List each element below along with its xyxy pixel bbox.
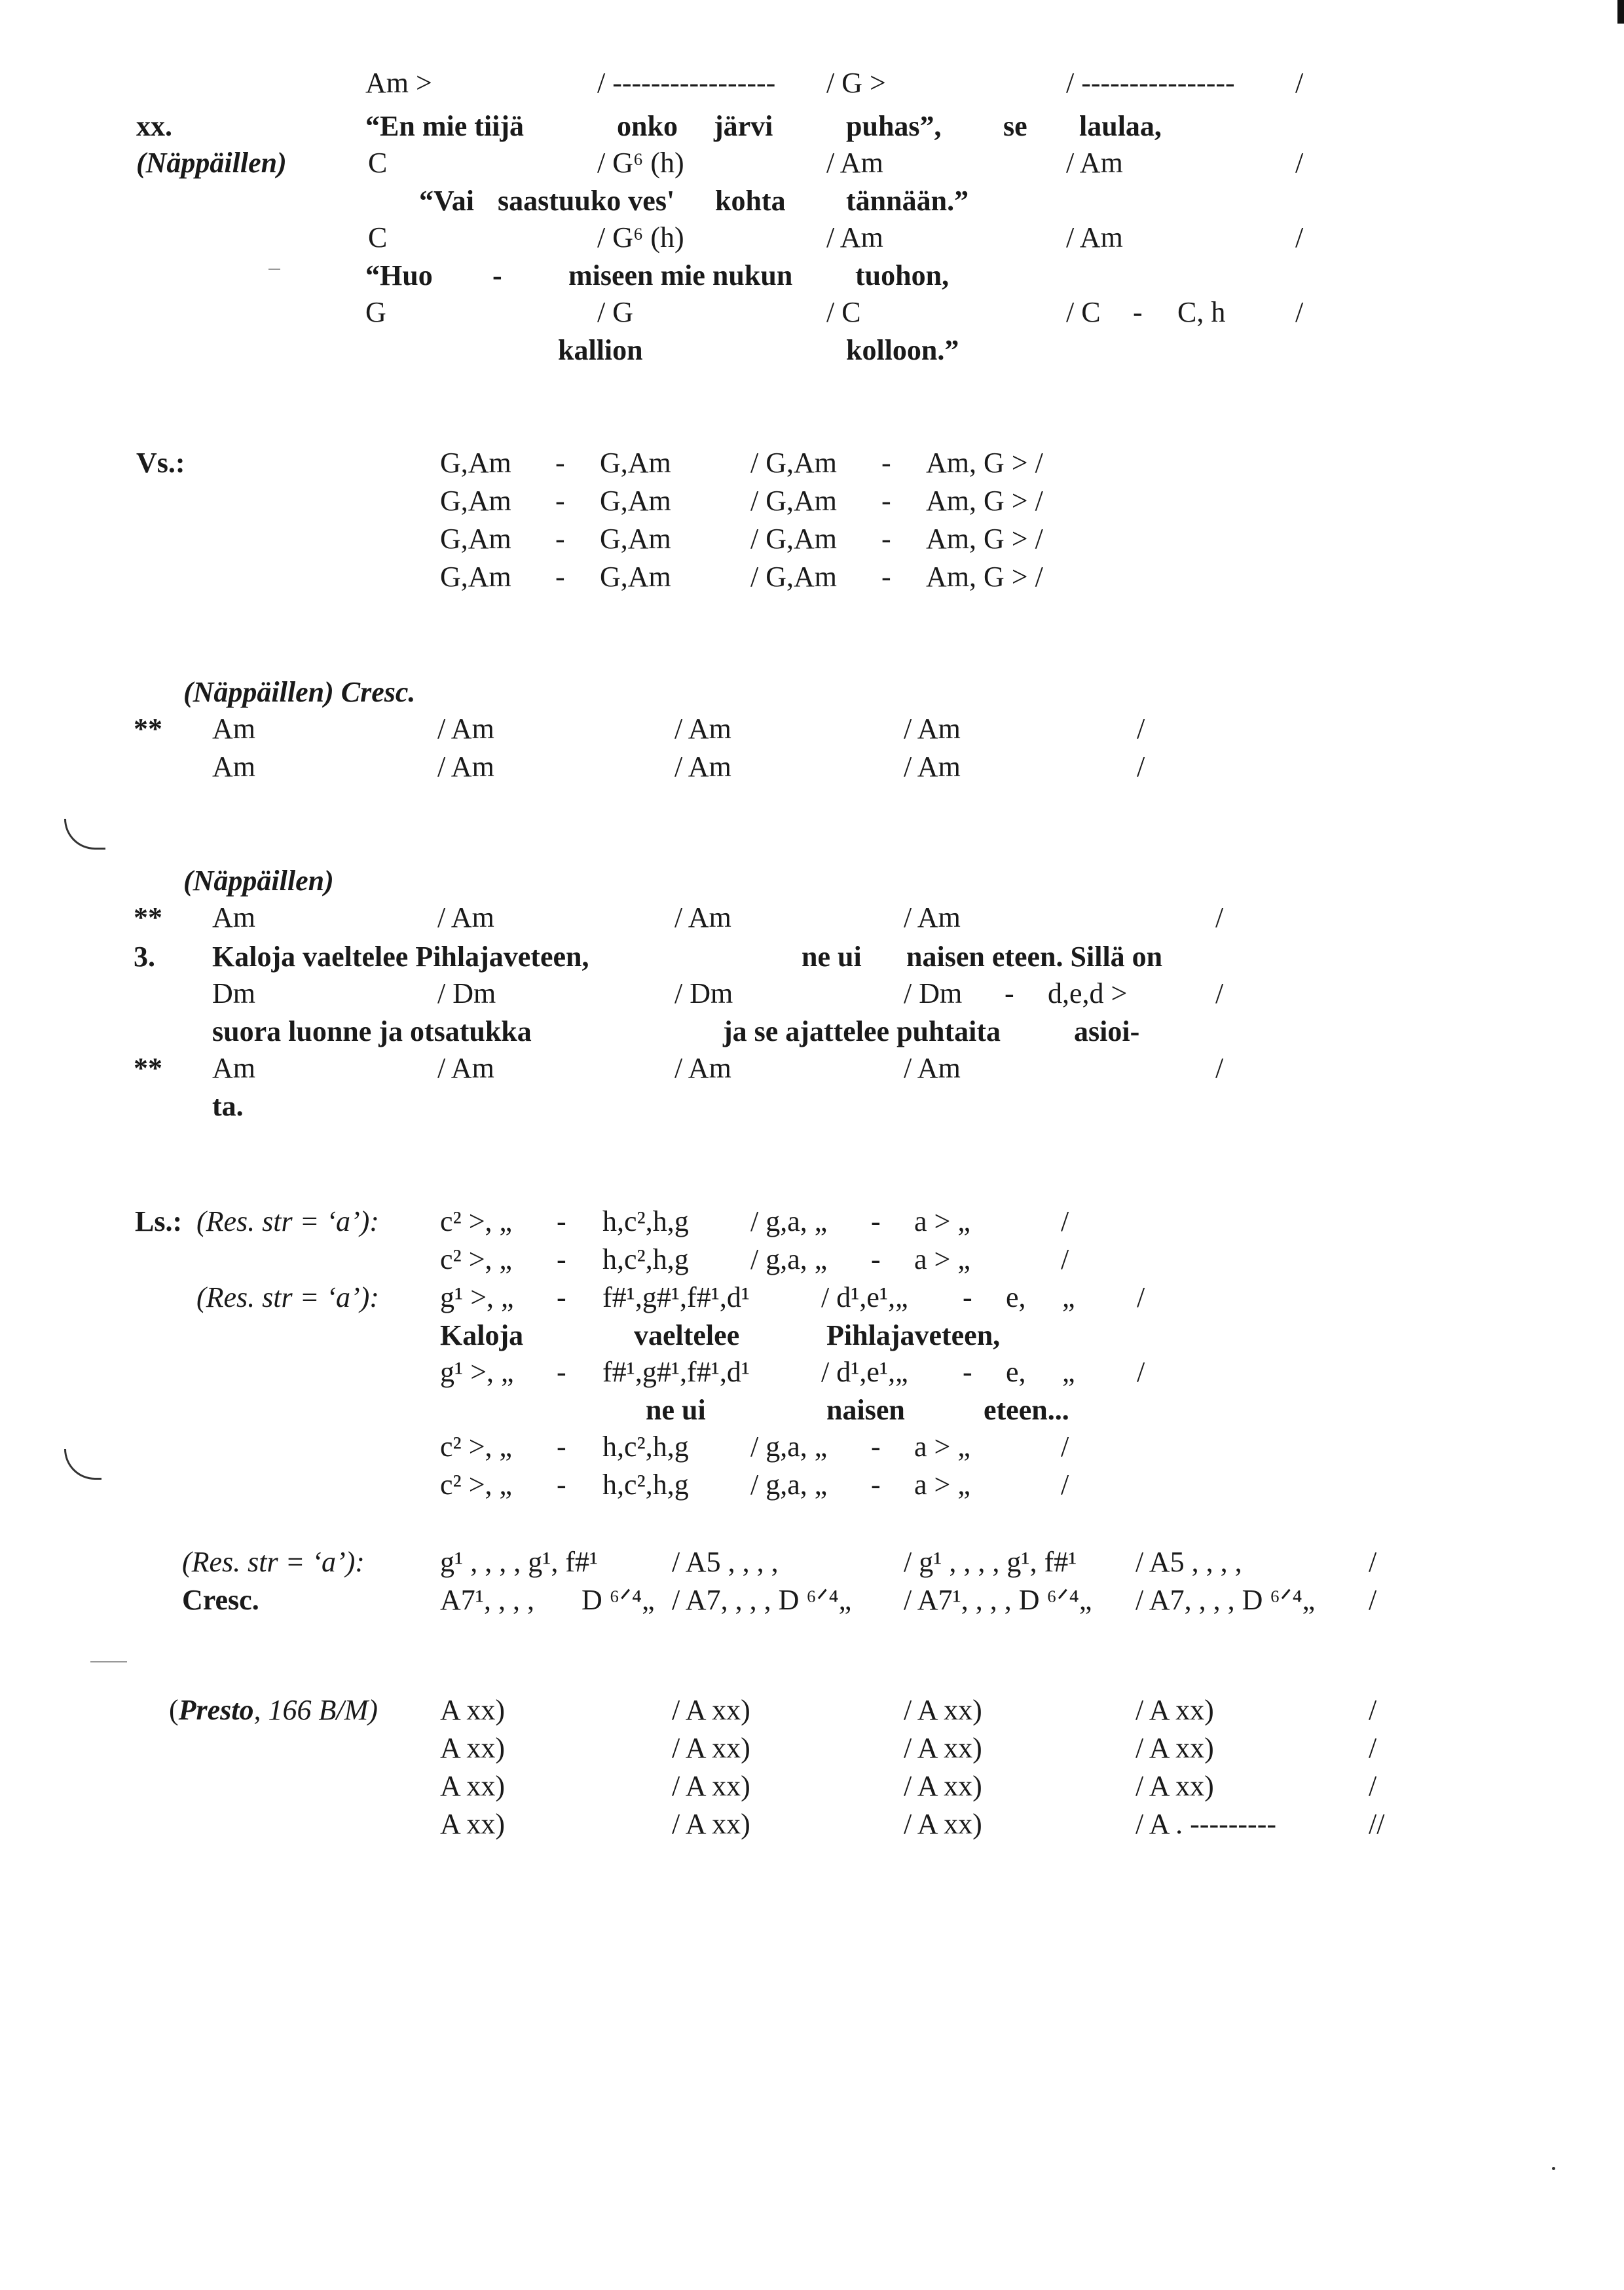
chord: / A xx) <box>904 1770 982 1802</box>
bar-line: / <box>1295 67 1304 99</box>
bar-line: / <box>1137 713 1145 745</box>
lyric: kallion <box>558 334 643 366</box>
s3-chord-line-3 <box>0 1049 1624 1087</box>
chord: / A5 , , , , <box>672 1546 779 1578</box>
chord: / A xx) <box>672 1732 750 1764</box>
lyric: - <box>492 259 502 291</box>
note: e, <box>1006 1281 1026 1313</box>
pencil-mark <box>90 1661 127 1662</box>
chord: / Dm <box>437 977 496 1009</box>
bar-line: / <box>1061 1205 1069 1237</box>
dash: - <box>557 1205 566 1237</box>
chord: Am <box>212 1052 255 1084</box>
ls-line-6 <box>0 1466 1624 1504</box>
s3-chord-line-2 <box>0 975 1624 1013</box>
xx-chord-line-1 <box>0 64 1624 102</box>
dash: - <box>555 561 565 593</box>
s3-lyric-line-3 <box>0 1087 1624 1125</box>
lyric: ta. <box>212 1090 244 1122</box>
res-note: (Res. str = ‘a’): <box>196 1205 379 1237</box>
chord: / G,Am <box>750 523 837 555</box>
chord: / Am <box>904 901 961 933</box>
lyric: ja se ajattelee puhtaita <box>723 1015 1001 1047</box>
note: / d¹,e¹,„ <box>821 1281 908 1313</box>
bar-line: / <box>1295 296 1304 328</box>
note: c² >, „ <box>440 1243 513 1275</box>
note: f#¹,g#¹,f#¹,d¹ <box>602 1356 750 1388</box>
presto-row-1 <box>0 1691 1624 1729</box>
chord: Am, G > / <box>926 447 1043 479</box>
xx-lyric-line-1 <box>0 107 1624 145</box>
lyric: järvi <box>714 110 773 142</box>
presto-row-3 <box>0 1767 1624 1805</box>
chord: A xx) <box>440 1732 505 1764</box>
chord: / A7¹, , , , D ⁶ᐟ⁴„ <box>904 1584 1092 1616</box>
chord: / A xx) <box>672 1770 750 1802</box>
chord: / A xx) <box>904 1808 982 1840</box>
chord: / Am <box>674 901 731 933</box>
note: e, <box>1006 1356 1026 1388</box>
ls-line-2 <box>0 1241 1624 1279</box>
vs-row-1 <box>0 444 1624 482</box>
s3-chord-line-1 <box>0 899 1624 937</box>
note: g¹ >, „ <box>440 1356 514 1388</box>
bar-line: / <box>1369 1694 1377 1726</box>
lyric: “En mie tiijä <box>365 110 524 142</box>
bar-line: / <box>1369 1546 1377 1578</box>
res2-line-1 <box>0 1543 1624 1581</box>
bar-line: / <box>1215 901 1224 933</box>
bar-line: / <box>1295 147 1304 179</box>
lyric: saastuuko ves' <box>498 185 675 217</box>
lyric: suora luonne ja otsatukka <box>212 1015 532 1047</box>
bar-line: / <box>1061 1469 1069 1501</box>
bar-line: / <box>1137 1356 1145 1388</box>
chord: / G,Am <box>750 485 837 517</box>
lyric: tännään.” <box>846 185 969 217</box>
chord: / A xx) <box>1135 1770 1214 1802</box>
dash: - <box>881 561 891 593</box>
res2-line-2 <box>0 1581 1624 1619</box>
chord: / Am <box>826 221 883 253</box>
chord: C, h <box>1177 296 1226 328</box>
chord: Am, G > / <box>926 561 1043 593</box>
chord: C <box>368 147 388 179</box>
section-label: Ls.: <box>135 1205 183 1237</box>
lyric: laulaa, <box>1079 110 1162 142</box>
xx-lyric-line-4 <box>0 331 1624 369</box>
note: g¹ >, „ <box>440 1281 514 1313</box>
bar-line: / <box>1369 1770 1377 1802</box>
dash: - <box>557 1431 566 1463</box>
chord: G,Am <box>440 447 511 479</box>
bar-line: / <box>1215 1052 1224 1084</box>
note: „ <box>1062 1281 1075 1313</box>
chord: / G⁶ (h) <box>597 147 684 179</box>
final-bar-line: // <box>1369 1808 1385 1840</box>
lyric: asioi- <box>1074 1015 1140 1047</box>
lyric: kohta <box>715 185 786 217</box>
chord: / Am <box>437 751 494 783</box>
chord: G,Am <box>600 561 671 593</box>
chord: Am <box>212 901 255 933</box>
note: / g,a, „ <box>750 1243 828 1275</box>
dash: - <box>881 485 891 517</box>
chord: / ---------------- <box>1066 67 1235 99</box>
chord: / Am <box>1066 221 1123 253</box>
chord: / G⁶ (h) <box>597 221 684 253</box>
ls-line-5 <box>0 1428 1624 1466</box>
chord: / Am <box>904 1052 961 1084</box>
note: h,c²,h,g <box>602 1205 689 1237</box>
dash: - <box>555 447 565 479</box>
lyric: “Huo <box>365 259 433 291</box>
dash: - <box>555 523 565 555</box>
chord: G,Am <box>440 523 511 555</box>
chord: / Am <box>437 1052 494 1084</box>
chord: A xx) <box>440 1770 505 1802</box>
res-note: (Res. str = ‘a’): <box>182 1546 365 1578</box>
chord: / A . --------- <box>1135 1808 1277 1840</box>
dash: - <box>963 1356 972 1388</box>
chord: / G,Am <box>750 561 837 593</box>
tempo-bpm: , 166 B/M) <box>253 1694 378 1726</box>
chord: D ⁶ᐟ⁴„ <box>581 1584 655 1616</box>
chord: G <box>365 296 386 328</box>
chord: / C <box>826 296 861 328</box>
note: f#¹,g#¹,f#¹,d¹ <box>602 1281 750 1313</box>
chord: A xx) <box>440 1808 505 1840</box>
cresc-note-line <box>0 673 1624 711</box>
ls-line-1 <box>0 1203 1624 1241</box>
asterisk-mark: ** <box>134 901 162 933</box>
chord: Am, G > / <box>926 485 1043 517</box>
asterisk-mark: ** <box>134 1052 162 1084</box>
tempo-presto: Presto <box>178 1694 254 1726</box>
vs-row-4 <box>0 558 1624 596</box>
chord: G,Am <box>440 561 511 593</box>
bar-line: / <box>1137 1281 1145 1313</box>
note: c² >, „ <box>440 1205 513 1237</box>
chord: / G <box>597 296 633 328</box>
note: c² >, „ <box>440 1469 513 1501</box>
chord: / Am <box>904 751 961 783</box>
dash: - <box>963 1281 972 1313</box>
dash: - <box>557 1469 566 1501</box>
chord: / Am <box>437 713 494 745</box>
chord: / G,Am <box>750 447 837 479</box>
pen-mark <box>64 819 105 850</box>
style-note: (Näppäillen) Cresc. <box>183 676 416 708</box>
ls-line-4 <box>0 1353 1624 1391</box>
dash: - <box>1133 296 1143 328</box>
section-label: xx. <box>136 110 172 142</box>
xx-lyric-line-2 <box>0 182 1624 220</box>
lyric: vaeltelee <box>634 1319 740 1351</box>
note: h,c²,h,g <box>602 1431 689 1463</box>
lyric: ne ui <box>646 1394 706 1426</box>
lyric: naisen eteen. Sillä on <box>906 941 1163 973</box>
lyric: miseen mie nukun <box>568 259 793 291</box>
bar-line: / <box>1061 1431 1069 1463</box>
dash: - <box>557 1281 566 1313</box>
lyric: Kaloja vaeltelee Pihlajaveteen, <box>212 941 589 973</box>
dash: - <box>881 447 891 479</box>
chord: / G > <box>826 67 886 99</box>
note: / d¹,e¹,„ <box>821 1356 908 1388</box>
chord: Am > <box>365 67 432 99</box>
s3-lyric-line-1 <box>0 938 1624 976</box>
chord: G,Am <box>440 485 511 517</box>
note: h,c²,h,g <box>602 1243 689 1275</box>
dash: - <box>871 1431 881 1463</box>
tempo-note <box>169 1691 378 1729</box>
cresc-row-2 <box>0 748 1624 786</box>
xx-chord-line-3 <box>0 219 1624 257</box>
chord: / Dm <box>674 977 733 1009</box>
presto-row-2 <box>0 1729 1624 1767</box>
chord: / A7, , , , D ⁶ᐟ⁴„ <box>1135 1584 1316 1616</box>
style-note: (Näppäillen) <box>136 147 287 179</box>
chord: / Am <box>674 751 731 783</box>
dash: - <box>881 523 891 555</box>
section-label: Vs.: <box>136 447 185 479</box>
s3-lyric-line-2 <box>0 1013 1624 1051</box>
chord: Dm <box>212 977 255 1009</box>
dash: - <box>871 1243 881 1275</box>
chord: / A7, , , , D ⁶ᐟ⁴„ <box>672 1584 852 1616</box>
presto-row-4 <box>0 1805 1624 1843</box>
lyric: tuohon, <box>855 259 950 291</box>
note: / g,a, „ <box>750 1431 828 1463</box>
cresc-label: Cresc. <box>182 1584 259 1616</box>
chord: / ----------------- <box>597 67 776 99</box>
chord: / Am <box>674 713 731 745</box>
chord: A xx) <box>440 1694 505 1726</box>
bar-line: / <box>1369 1584 1377 1616</box>
chord: / C <box>1066 296 1101 328</box>
chord: / Am <box>437 901 494 933</box>
lyric: onko <box>617 110 678 142</box>
note: a > „ <box>914 1431 970 1463</box>
chord: d,e,d > <box>1048 977 1128 1009</box>
lyric: kolloon.” <box>846 334 959 366</box>
note: g¹ , , , , g¹, f#¹ <box>440 1546 599 1578</box>
chord: Am <box>212 751 255 783</box>
chord: / Am <box>904 713 961 745</box>
lyric: se <box>1003 110 1027 142</box>
chord: A7¹, , , , <box>440 1584 534 1616</box>
lyric: naisen <box>826 1394 905 1426</box>
xx-chord-line-2 <box>0 144 1624 182</box>
note: h,c²,h,g <box>602 1469 689 1501</box>
chord: Am, G > / <box>926 523 1043 555</box>
dash: - <box>557 1356 566 1388</box>
tempo-open-paren: ( <box>169 1694 179 1726</box>
speck-mark <box>1552 2167 1555 2170</box>
xx-lyric-line-3 <box>0 257 1624 295</box>
lyric: Kaloja <box>440 1319 524 1351</box>
vs-row-2 <box>0 482 1624 520</box>
chord: / A xx) <box>1135 1694 1214 1726</box>
chord: / A xx) <box>904 1732 982 1764</box>
note: a > „ <box>914 1469 970 1501</box>
chord: / A5 , , , , <box>1135 1546 1242 1578</box>
bar-line: / <box>1061 1243 1069 1275</box>
bar-line: / <box>1295 221 1304 253</box>
note: / g,a, „ <box>750 1469 828 1501</box>
note: a > „ <box>914 1205 970 1237</box>
bar-line: / <box>1215 977 1224 1009</box>
lyric: “Vai <box>419 185 474 217</box>
scan-edge-mark <box>1617 0 1624 24</box>
chord: / A xx) <box>672 1808 750 1840</box>
note: „ <box>1062 1356 1075 1388</box>
style-note: (Näppäillen) <box>183 865 334 897</box>
pencil-mark <box>268 269 280 270</box>
chord: / Am <box>1066 147 1123 179</box>
ls-line-3 <box>0 1279 1624 1317</box>
dash: - <box>1005 977 1014 1009</box>
cresc-row-1 <box>0 710 1624 748</box>
chord: / Dm <box>904 977 963 1009</box>
lyric: eteen... <box>984 1394 1069 1426</box>
chord: / A xx) <box>1135 1732 1214 1764</box>
xx-chord-line-4 <box>0 293 1624 331</box>
chord: / A xx) <box>672 1694 750 1726</box>
chord: G,Am <box>600 523 671 555</box>
chord: Am <box>212 713 255 745</box>
note: / g,a, „ <box>750 1205 828 1237</box>
res-note: (Res. str = ‘a’): <box>196 1281 379 1313</box>
chord: G,Am <box>600 447 671 479</box>
note: a > „ <box>914 1243 970 1275</box>
vs-row-3 <box>0 520 1624 558</box>
bar-line: / <box>1137 751 1145 783</box>
chord: / A xx) <box>904 1694 982 1726</box>
bar-line: / <box>1369 1732 1377 1764</box>
dash: - <box>557 1243 566 1275</box>
chord: G,Am <box>600 485 671 517</box>
s3-note-line <box>0 862 1624 900</box>
chord: / Am <box>826 147 883 179</box>
chord: / Am <box>674 1052 731 1084</box>
lyric: puhas”, <box>846 110 942 142</box>
section-label: 3. <box>134 941 155 973</box>
note: c² >, „ <box>440 1431 513 1463</box>
ls-lyric-line-1 <box>0 1317 1624 1355</box>
ls-lyric-line-2 <box>0 1391 1624 1429</box>
dash: - <box>871 1205 881 1237</box>
dash: - <box>555 485 565 517</box>
dash: - <box>871 1469 881 1501</box>
lyric: ne ui <box>802 941 862 973</box>
note: / g¹ , , , , g¹, f#¹ <box>904 1546 1077 1578</box>
lyric: Pihlajaveteen, <box>826 1319 1001 1351</box>
asterisk-mark: ** <box>134 713 162 745</box>
chord: C <box>368 221 388 253</box>
